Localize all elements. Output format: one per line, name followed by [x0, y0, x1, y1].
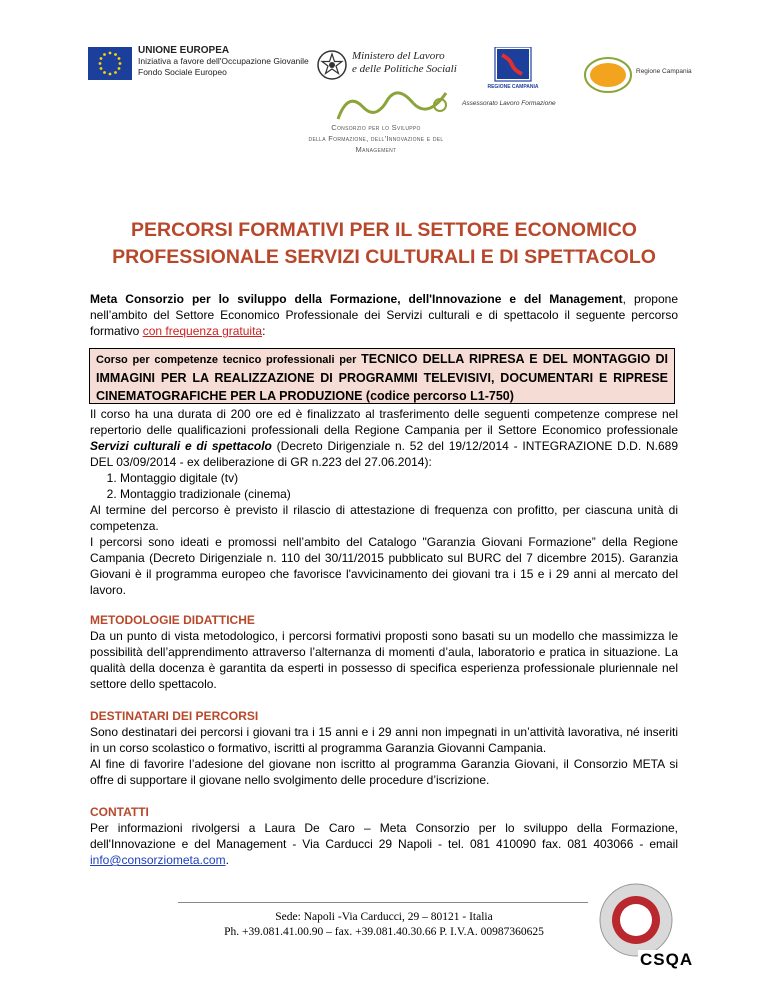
section-heading: CONTATTI — [90, 805, 149, 819]
section-text: Al fine di favorire l’adesione del giovane non iscritto al programma Garanzia Giovani, il Consorzio META si offre di supportare il giovane nello svolgimento delle procedure d’iscrizione. — [90, 757, 678, 787]
section-heading: DESTINATARI DEI PERCORSI — [90, 709, 259, 723]
ministry-line-2: e delle Politiche Sociali — [352, 63, 457, 75]
description-sector: Servizi culturali e di spettacolo — [90, 439, 272, 453]
ministry-line-1: Ministero del Lavoro — [352, 50, 445, 62]
eu-title: UNIONE EUROPEA — [138, 45, 230, 56]
footer — [160, 910, 608, 940]
intro-paragraph — [90, 291, 678, 339]
ministry-emblem-logo — [315, 47, 349, 83]
free-attendance-text: con frequenza gratuita — [142, 324, 263, 338]
description-paragraph-3: I percorsi sono ideati e promossi nell’ambito del Catalogo "Garanzia Giovani Formazione” della Regione Campania (Decreto Dirigenziale n. 110 del 30/11/2015 pubblicato sul BURC del 7 dicembre 2015). Garanzia Giovani è il programma europeo che favorisce l'avvicinamento dei giovani tra i 15 e i 29 anni al mercato del lavoro. — [90, 535, 678, 597]
course-prefix: Corso per competenze tecnico professionali per — [96, 354, 362, 366]
course-name: TECNICO DELLA RIPRESA E DEL MONTAGGIO DI IMMAGINI PER LA REALIZZAZIONE DI PROGRAMMI TELEVISIVI, DOCUMENTARI E RIPRESE CINEMATOGRAFICHE PER LA PRODUZIONE (codice percorso L1-750) — [96, 352, 668, 403]
contact-end: . — [225, 853, 229, 867]
list-item: 1. Montaggio digitale (tv) — [120, 470, 678, 486]
csqa-label: CSQA — [640, 950, 694, 969]
intro-text: , propone nell’ambito del Settore Economico Professionale dei Servizi culturali e di spettacolo il seguente percorso formativo — [90, 292, 679, 338]
competence-list — [90, 470, 678, 502]
section-heading: METODOLOGIE DIDATTICHE — [90, 613, 255, 627]
footer-contacts: Ph. +39.081.41.00.90 – fax. +39.081.40.30.66 P. I.V.A. 00987360625 — [224, 926, 544, 938]
section-text — [90, 820, 678, 868]
section-metodologie — [90, 612, 678, 692]
list-item: 2. Montaggio tradizionale (cinema) — [120, 486, 678, 502]
intro-end: : — [262, 324, 266, 338]
eu-fund: Fondo Sociale Europeo — [138, 67, 227, 77]
page-title — [95, 217, 673, 271]
email-link[interactable]: info@consorziometa.com — [90, 853, 226, 867]
description-p1a: Il corso ha una durata di 200 ore ed è finalizzato al trasferimento delle seguenti competenze comprese nel repertorio delle qualificazioni professionali della Regione Campania per il Settore Economico professionale — [90, 407, 678, 437]
course-description — [90, 406, 678, 598]
regione-campania-label: REGIONE CAMPANIA — [487, 84, 539, 90]
footer-divider — [178, 902, 588, 903]
intro-org-name: Meta Consorzio per lo sviluppo della Formazione, dell'Innovazione e del Management — [90, 292, 623, 306]
eu-subtitle: Iniziativa a favore dell'Occupazione Giovanile — [138, 56, 309, 66]
meta-consorzio-subtitle — [286, 122, 466, 155]
meta-sub-line-3: Management — [355, 145, 397, 154]
garanzia-giovani-region: Regione Campania — [636, 68, 692, 75]
section-contatti — [90, 804, 678, 868]
page-title-line-1: PERCORSI FORMATIVI PER IL SETTORE ECONOMICO — [131, 219, 637, 241]
section-text: Da un punto di vista metodologico, i percorsi formativi proposti sono basati su un modello che massimizza le possibilità dell’apprendimento attraverso l’alternanza di momenti d’aula, laboratorio e pratica in situazione. La qualità della docenza è garantita da esperti in possesso di specifica esperienza professionale pluriennale nel settore dello spettacolo. — [90, 629, 678, 691]
ministry-logo-text — [352, 50, 457, 76]
garanzia-giovani-logo — [583, 55, 633, 95]
meta-sub-line-1: Consorzio per lo Sviluppo — [331, 123, 421, 132]
eu-logo-text — [138, 45, 309, 78]
description-paragraph-1 — [90, 406, 678, 470]
course-box — [89, 348, 675, 404]
description-paragraph-2: Al termine del percorso è previsto il rilascio di attestazione di frequenza con profitto, per ciascuna unità di competenza. — [90, 503, 678, 533]
eu-flag-logo — [88, 47, 132, 80]
assessorato-label: Assessorato Lavoro Formazione — [462, 100, 556, 107]
footer-address: Sede: Napoli -Via Carducci, 29 – 80121 - Italia — [275, 911, 493, 923]
description-p1c: (Decreto Dirigenziale n. 52 del 19/12/2014 - INTEGRAZIONE D.D. N.689 DEL 03/09/2014 - ex deliberazione di GR n.223 del 27.06.2014): — [90, 439, 678, 469]
meta-sub-line-2: della Formazione, dell'Innovazione e del — [308, 134, 444, 143]
section-destinatari — [90, 708, 678, 788]
page-title-line-2: PROFESSIONALE SERVIZI CULTURALI E DI SPETTACOLO — [112, 246, 656, 268]
contact-text: Per informazioni rivolgersi a Laura De Caro – Meta Consorzio per lo sviluppo della Formazione, dell'Innovazione e del Management - Via Carducci 29 Napoli - tel. 081 410090 fax. 081 403066 - email — [90, 821, 678, 851]
section-text: Sono destinatari dei percorsi i giovani tra i 15 anni e i 29 anni non impegnati in un’attività lavorativa, né inseriti in un corso scolastico o formativo, iscritti al programma Garanzia Giovanni Campania. — [90, 725, 678, 755]
csqa-certification-logo — [596, 880, 700, 974]
